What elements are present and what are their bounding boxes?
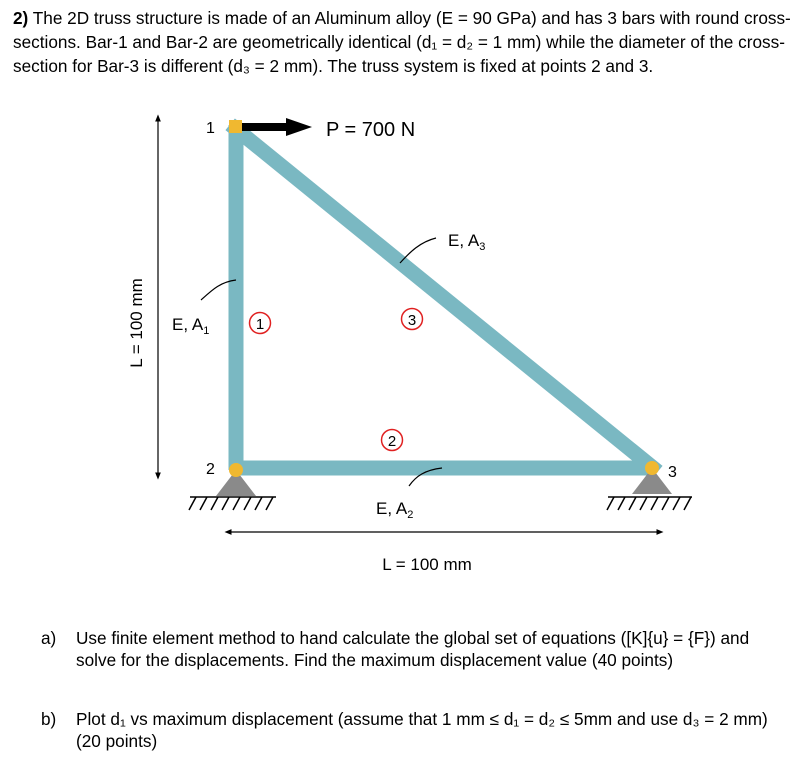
bar-2-marker bbox=[382, 430, 403, 451]
node-1-label: 1 bbox=[206, 120, 215, 137]
bar-2-marker-label: 2 bbox=[387, 433, 397, 450]
question-b bbox=[41, 708, 791, 752]
question-b-label: b) bbox=[41, 709, 57, 729]
question-a-label: a) bbox=[41, 628, 57, 648]
problem-number: 2) bbox=[13, 8, 29, 28]
question-a-text: Use finite element method to hand calculate the global set of equations ([K]{u} = {F}) and solve for the displacements. Find the maximum displacement value (40 points) bbox=[76, 628, 750, 670]
bar-2-property: E, $A_2$ bbox=[376, 499, 414, 521]
horizontal-dimension-label: L = 100 mm bbox=[382, 555, 472, 574]
bar-1-marker-label: 1 bbox=[255, 316, 265, 333]
vertical-dimension-label: L = 100 mm bbox=[127, 278, 146, 368]
load-label: P = 700 N bbox=[326, 119, 416, 141]
bar-1-property: E, $A_1$ bbox=[172, 315, 210, 337]
bar-3-property: E, $A_3$ bbox=[448, 231, 486, 253]
truss-bars bbox=[236, 125, 652, 470]
question-a bbox=[41, 627, 791, 671]
node-2-label: 2 bbox=[206, 461, 215, 478]
question-b-text: Plot d₁ vs maximum displacement (assume that 1 mm ≤ d₁ = d₂ ≤ 5mm and use d₃ = 2 mm) (20 points) bbox=[76, 709, 768, 751]
bar-1-marker bbox=[250, 313, 271, 334]
bar-3-marker bbox=[402, 309, 423, 330]
bar-3-marker-label: 3 bbox=[407, 312, 417, 329]
node-3-label: 3 bbox=[668, 464, 677, 481]
node-1-pin bbox=[229, 120, 242, 133]
problem-intro: The 2D truss structure is made of an Aluminum alloy (E = 90 GPa) and has 3 bars with round cross-sections. Bar-1 and Bar-2 are geometrically identical (d₁ = d₂ = 1 mm) while the diameter of the cross-section for Bar-3 is different (d₃ = 2 mm). The truss system is fixed at points 2 and 3. bbox=[13, 8, 791, 76]
